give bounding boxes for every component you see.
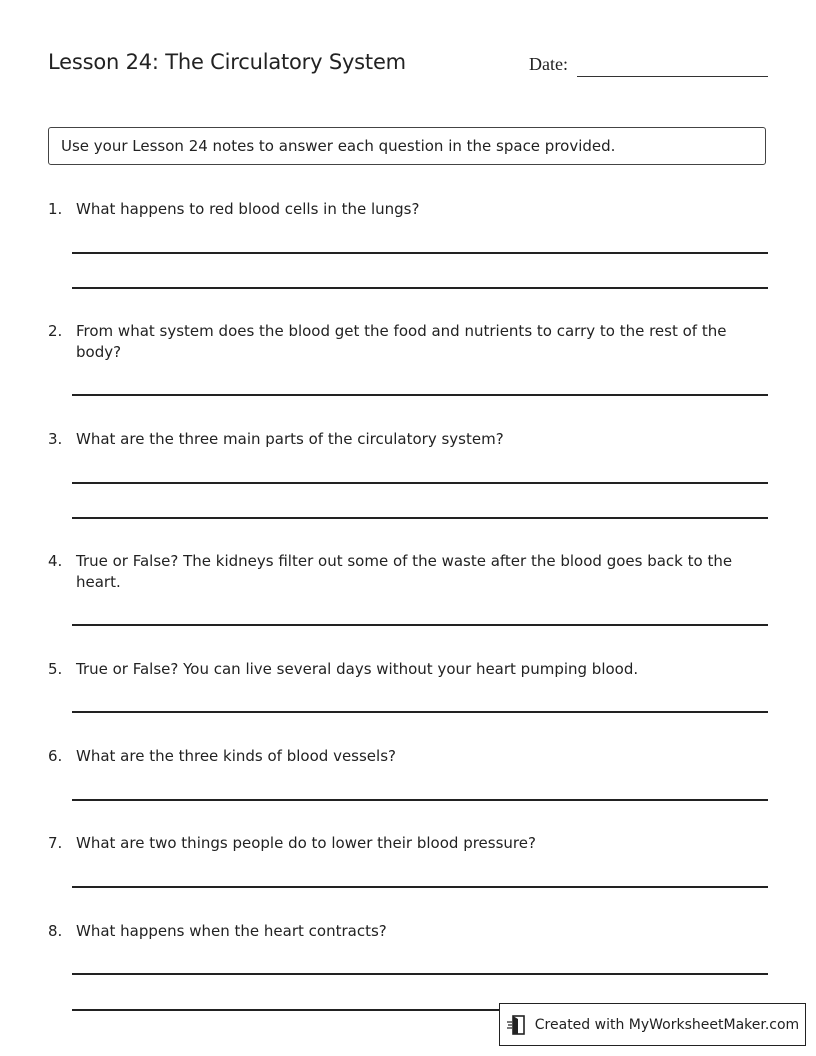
question-text: From what system does the blood get the food and nutrients to carry to the rest of the body? [76, 322, 727, 361]
question-number: 8. [48, 922, 63, 940]
date-field[interactable] [577, 76, 768, 77]
answer-line[interactable] [72, 394, 768, 396]
answer-line[interactable] [72, 517, 768, 519]
question-text: What are the three main parts of the circulatory system? [76, 430, 504, 448]
answer-line[interactable] [72, 482, 768, 484]
answer-line[interactable] [72, 799, 768, 801]
book-icon [506, 1014, 528, 1036]
footer-text: Created with MyWorksheetMaker.com [534, 1016, 800, 1033]
question-text: True or False? You can live several days without your heart pumping blood. [76, 660, 639, 678]
footer-badge[interactable] [499, 1003, 806, 1046]
question-text: What are two things people do to lower their blood pressure? [76, 834, 536, 852]
question-2 [48, 321, 748, 363]
question-number: 3. [48, 430, 63, 448]
question-number: 5. [48, 660, 63, 678]
question-3 [48, 429, 748, 450]
question-6 [48, 746, 748, 767]
answer-line[interactable] [72, 252, 768, 254]
question-8 [48, 921, 748, 942]
question-number: 2. [48, 322, 63, 340]
answer-line[interactable] [72, 711, 768, 713]
question-1 [48, 199, 748, 220]
question-text: True or False? The kidneys filter out some of the waste after the blood goes back to the heart. [76, 552, 733, 591]
date-label: Date: [529, 54, 568, 74]
question-text: What happens to red blood cells in the lungs? [76, 200, 420, 218]
question-text: What are the three kinds of blood vessels? [76, 747, 396, 765]
question-number: 7. [48, 834, 63, 852]
page-title: Lesson 24: The Circulatory System [48, 50, 406, 74]
question-7 [48, 833, 748, 854]
question-number: 4. [48, 552, 63, 570]
instructions-box: Use your Lesson 24 notes to answer each question in the space provided. [48, 127, 766, 165]
answer-line[interactable] [72, 973, 768, 975]
question-text: What happens when the heart contracts? [76, 922, 387, 940]
answer-line[interactable] [72, 886, 768, 888]
answer-line[interactable] [72, 624, 768, 626]
question-4 [48, 551, 748, 593]
answer-line[interactable] [72, 287, 768, 289]
question-number: 1. [48, 200, 63, 218]
question-number: 6. [48, 747, 63, 765]
question-5 [48, 659, 748, 680]
